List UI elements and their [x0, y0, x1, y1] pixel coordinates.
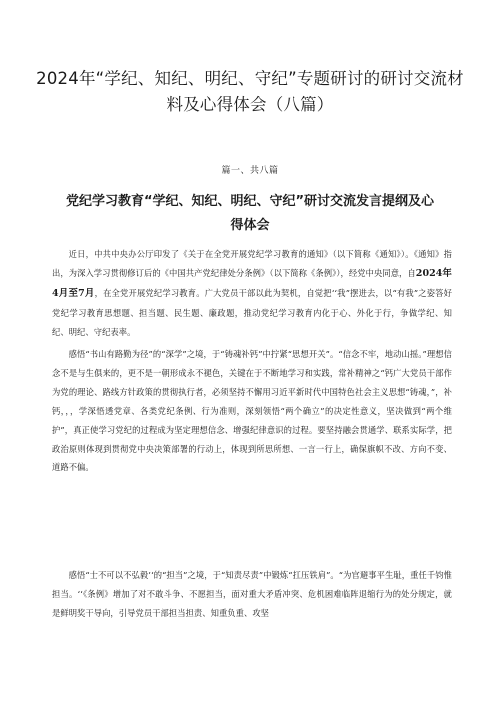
paragraph-3: 感悟“士不可以不弘毅’‘的“担当”之境，于“知责尽责”中锻炼“扛压铁肩”。“为官避事平生耻，重任千钧惟担当。‘‘《条例》增加了对不敢斗争、不愿担当，面对重大矛盾冲突、危机困难临阵退缩行为的处分规定，就是鲜明奖干导向，引导党员干部担当担责、知重负重、攻坚: [52, 570, 452, 618]
part-label: 篇一、共八篇: [221, 166, 279, 176]
paragraph-2: 感悟“书山有路勤为径”的“深学”之境，于“铸魂补钙”中拧紧“思想开关”。“信念不牢，地动山摇。”理想信念不是与生俱来的，更不是一朝形成永不褪色，关键在于不断地学习和实践，常补精神之“钙广大党员干部作为党的理论、路线方针政策的贯彻执行者，必须坚持不懈用习近平新时代中国特色社会主义思想“铸魂，”，补钙，，，学深悟透党章、各类党纪条例、行为准则，深刻领悟“两个确立”的决定性意义，坚决做到“两个维护”，真正使学习党纪的过程成为坚定理想信念、增强纪律意识的过程。要坚持融会贯通学、联系实际学，把政治原则体现到贯彻党中央决策部署的行动上，体现到所思所想、一言一行上，确保旗帜不改、方向不变、道路不偏。: [52, 349, 452, 473]
section-subtitle: 党纪学习教育“学纪、知纪、明纪、守纪”研讨交流发言提纲及心得体会: [65, 194, 435, 233]
paragraph-1-date: 2024年4月至7月: [52, 267, 452, 299]
paragraph-1-text-before: 近日，中共中央办公厅印发了《关于在全党开展党纪学习教育的通知》（以下简称《通知》）。《通知》指出，为深入学习贯彻修订后的《中国共产党纪律处分条例》（以下简称《条例》），经党中央同意，自: [52, 249, 452, 278]
paragraph-1-text-after: ，在全党开展党纪学习教育。广大党员干部以此为契机，自觉把‘‘我”摆进去，以“有我”之姿答好党纪学习教育思想题、担当题、民生题、廉政题，推动党纪学习教育内化于心、外化于行，争做学纪、知纪、明纪、守纪表率。: [52, 287, 452, 337]
paragraph-1: [52, 245, 452, 342]
document-title: 2024年“学纪、知纪、明纪、守纪”专题研讨的研讨交流材料及心得体会（八篇）: [36, 69, 464, 114]
